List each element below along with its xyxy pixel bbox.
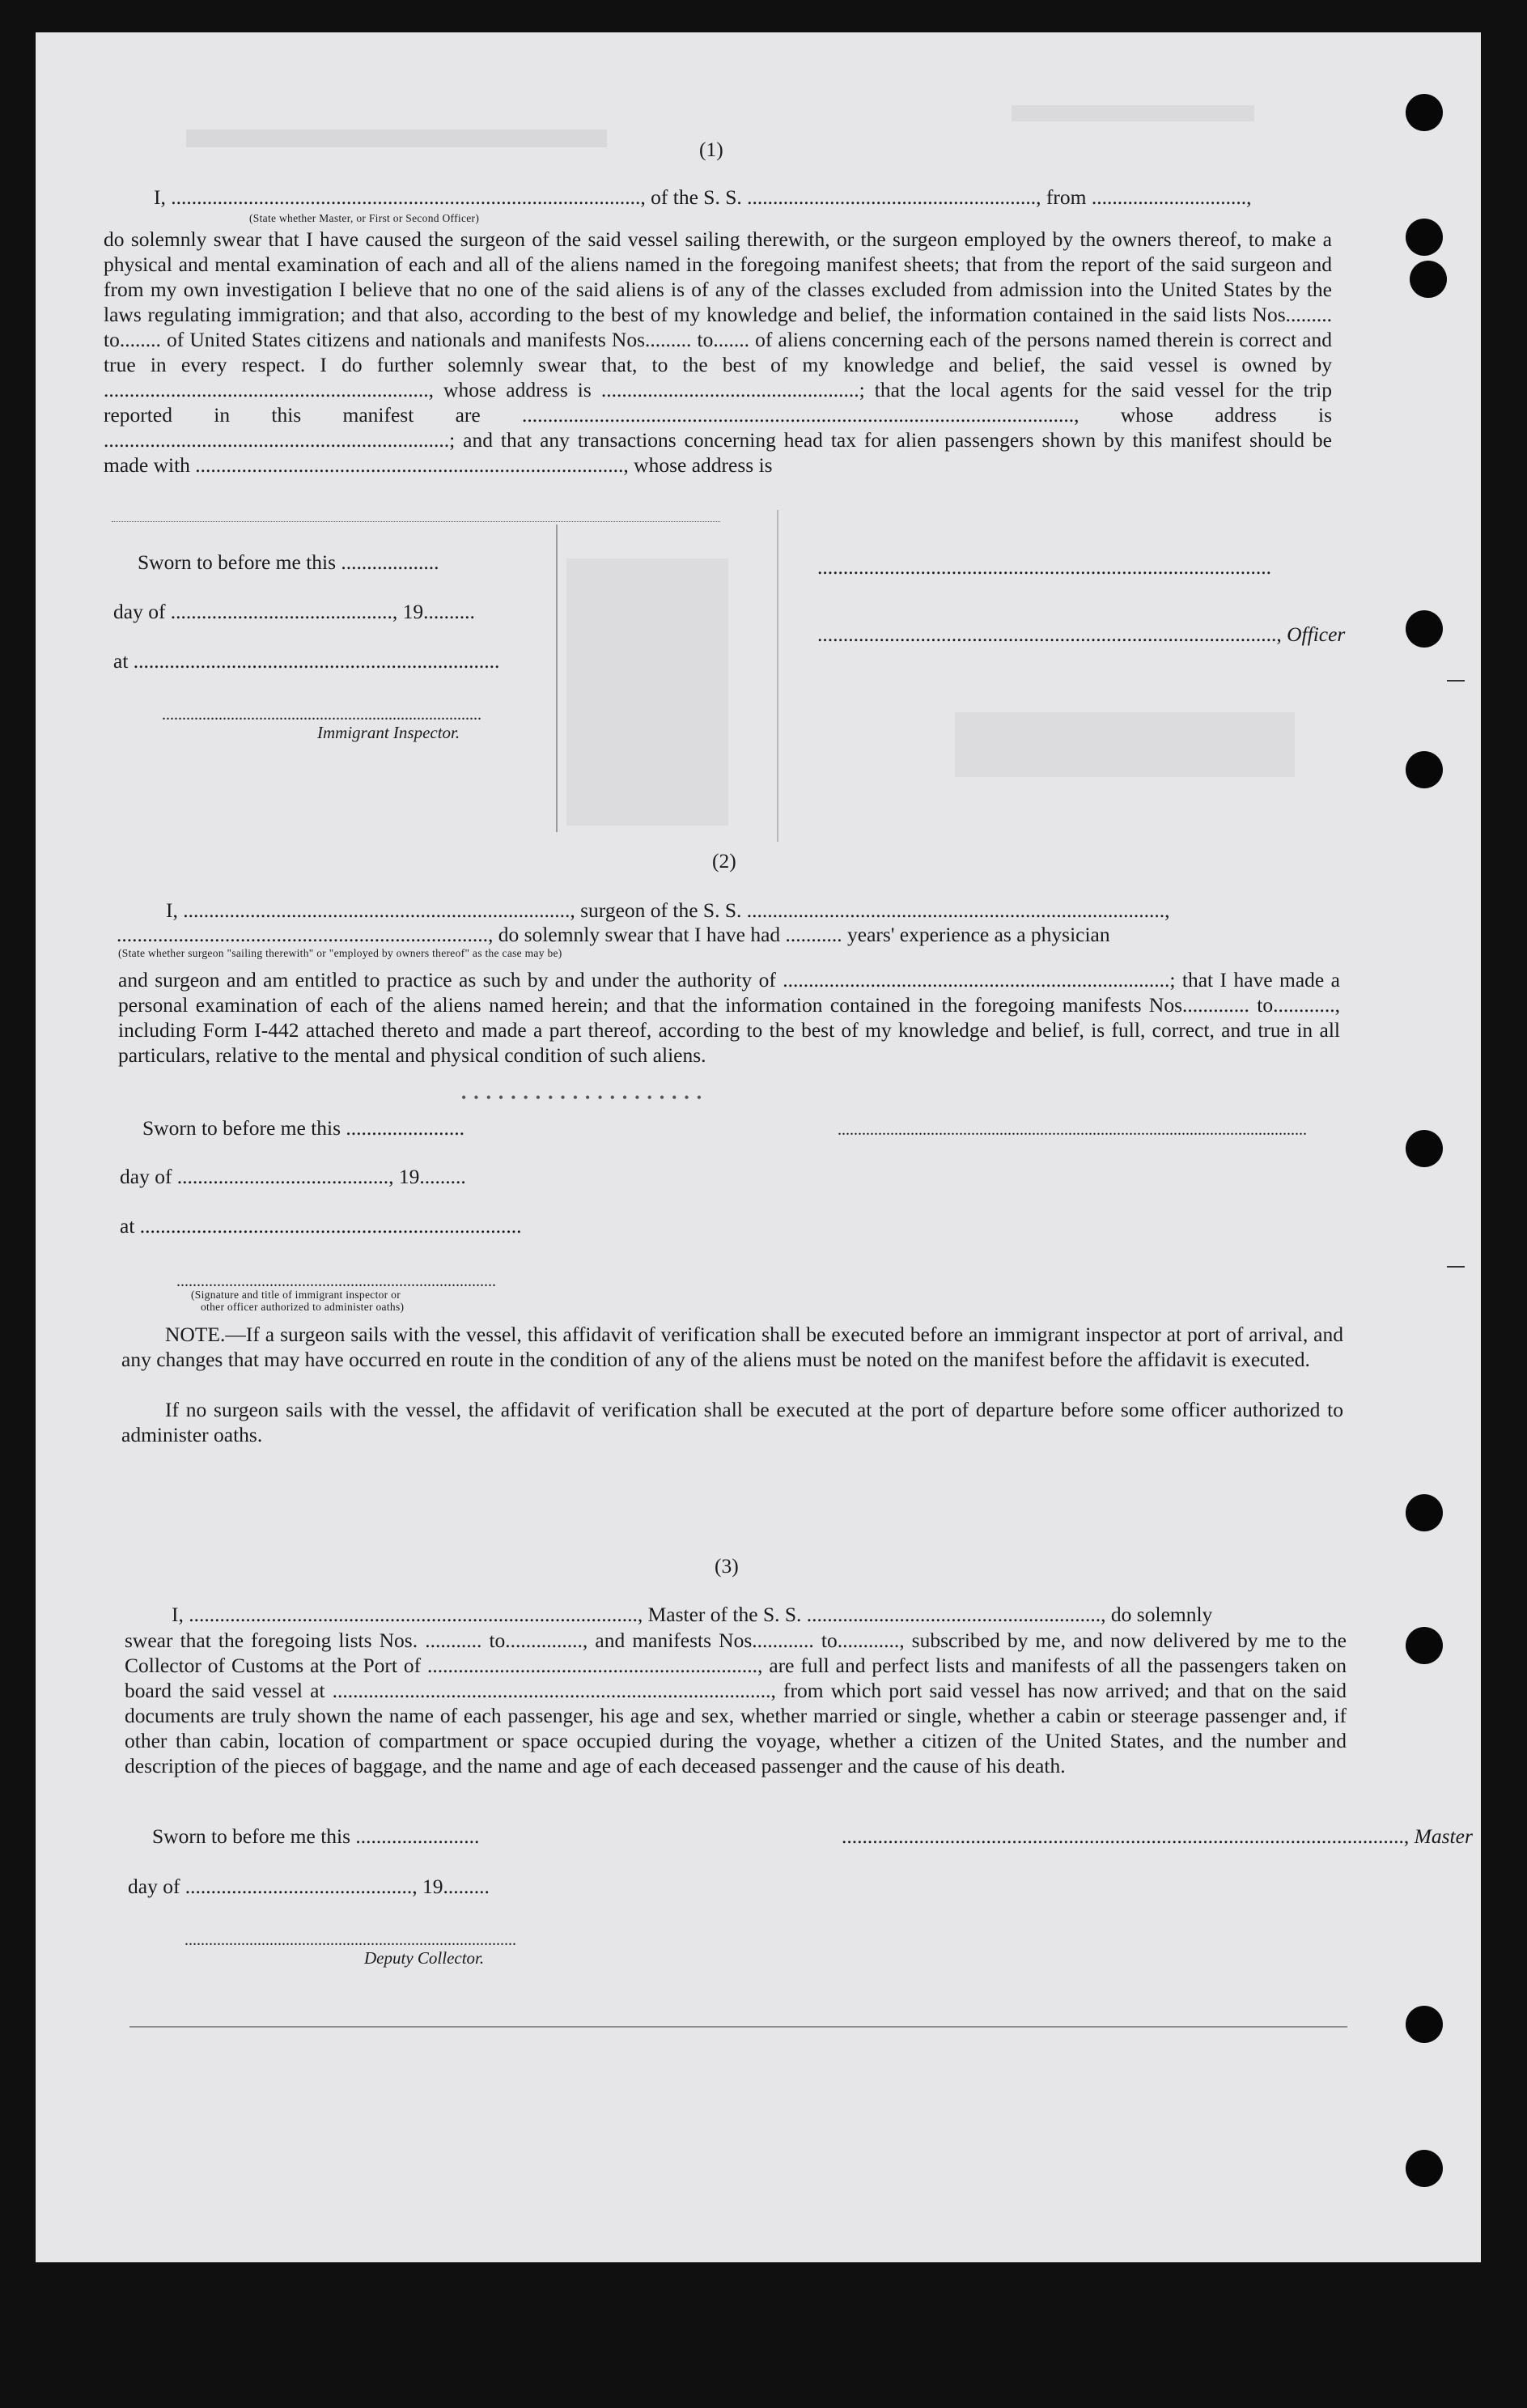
master-body: swear that the foregoing lists Nos. ........... to..............., and manifests Nos............ to............, subscribed by me, and now delivered by me to the Collector of Customs at the Port of ................................................................, are full and perfect lists and manifests of all the passengers taken on board the said vessel at ....................................................................................., from which port said vessel has now arrived; and that on the said documents are truly shown the name of each passenger, his age and sex, whether married or single, whether a cabin or steerage passenger and, if other than cabin, location of compartment or space occupied during the voyage, whether a citizen of the United States, and the number and description of the pieces of baggage, and the name and age of each deceased passenger and the cause of his death. bbox=[125, 1629, 1347, 1777]
binder-hole bbox=[1406, 94, 1443, 131]
binder-hole bbox=[1406, 1627, 1443, 1664]
date-line: day of ........................................., 19......... bbox=[120, 1165, 466, 1188]
place-line: at .......................................................................... bbox=[120, 1214, 522, 1238]
bleed-through-mark bbox=[955, 712, 1295, 777]
signature-line: ............................................................................... bbox=[162, 706, 481, 724]
signer-title: Immigrant Inspector. bbox=[317, 723, 460, 742]
note-paragraph: NOTE.—If a surgeon sails with the vessel, this affidavit of verification shall be executed before an immigrant inspector at port of arrival, and any changes that may have occurred en route in the condition of any of the aliens must be noted on the manifest before the affidavit is executed. bbox=[121, 1323, 1343, 1371]
sworn-line: Sworn to before me this ................... bbox=[138, 550, 439, 574]
binder-hole bbox=[1406, 2150, 1443, 2187]
surgeon-body: and surgeon and am entitled to practice as such by and under the authority of ...........................................................................; that I have made a personal examination of each of the aliens named herein; and that the information contained in the foregoing manifests Nos............. to............, including Form I-442 attached thereto and made a part thereof, according to the best of my knowledge and belief, is full, correct, and true in all particulars, relative to the mental and physical condition of such aliens. bbox=[118, 968, 1340, 1067]
sworn-line: Sworn to before me this ........................ bbox=[152, 1824, 480, 1848]
binder-hole bbox=[1406, 751, 1443, 788]
master-line: ............................................................................................................., Master bbox=[842, 1824, 1473, 1848]
date-line: day of ..........................................., 19.......... bbox=[113, 600, 475, 623]
surgeon-first-line: I, ..........................................................................., surgeon of the S. S. ................................................................................., bbox=[166, 898, 1170, 922]
section-number: (1) bbox=[699, 138, 723, 161]
surgeon-second-line: ........................................................................, do solemnly swear that I have had ........... years' experience as a physician bbox=[117, 923, 1110, 946]
edge-tick bbox=[1447, 680, 1465, 682]
section-number: (3) bbox=[715, 1554, 739, 1578]
signature-line: ............................................................................... bbox=[176, 1272, 496, 1290]
officer-sign-line: ........................................................................................ bbox=[817, 555, 1271, 579]
binder-hole bbox=[1410, 261, 1447, 298]
master-line-title: Master bbox=[1414, 1824, 1473, 1848]
bleed-through-mark bbox=[566, 558, 728, 826]
edge-tick bbox=[1447, 1266, 1465, 1268]
signature-rule bbox=[112, 521, 720, 522]
note-paragraph: If no surgeon sails with the vessel, the affidavit of verification shall be executed at the port of departure before some officer authorized to administer oaths. bbox=[121, 1398, 1343, 1446]
field-caption: (State whether surgeon "sailing therewith" or "employed by owners thereof" as the case may be) bbox=[118, 947, 562, 959]
sworn-line: Sworn to before me this ....................... bbox=[142, 1116, 465, 1140]
oath-body: do solemnly swear that I have caused the surgeon of the said vessel sailing therewith, or the surgeon employed by the owners thereof, to make a physical and mental examination of each and all of the aliens named in the foregoing manifest sheets; that from the report of the said surgeon and from my own investigation I believe that no one of the said aliens is of any of the classes excluded from admission into the United States by the laws regulating immigration; and that also, according to the best of my knowledge and belief, the information contained in the said lists Nos......... to........ of United States citizens and nationals and manifests Nos......... to....... of aliens concerning each of the persons named therein is correct and true in every respect. I do further solemnly swear that, to the best of my knowledge and belief, the said vessel is owned by ..............................................................., whose address is ..................................................; that the local agents for the said vessel for the trip reported in this manifest are ..........................................................................................................., whose address is ...................................................................; and that any transactions concerning head tax for alien passengers shown by this manifest should be made with ..................................................................................., whose address is bbox=[104, 227, 1332, 477]
bleed-through-mark bbox=[1012, 105, 1254, 121]
bottom-rule bbox=[129, 2026, 1347, 2028]
decorative-dots: •••••••••••••••••••• bbox=[461, 1089, 710, 1106]
binder-hole bbox=[1406, 610, 1443, 648]
section-number: (2) bbox=[712, 849, 736, 873]
master-first-line: I, ......................................................................................., Master of the S. S. ........................................................., do solemnly bbox=[172, 1603, 1213, 1626]
bleed-through-mark bbox=[186, 130, 607, 147]
column-divider bbox=[556, 524, 558, 832]
officer-line: ........................................................................................., Officer bbox=[817, 622, 1346, 646]
date-line: day of ............................................, 19......... bbox=[128, 1875, 490, 1898]
signature-line: .................................................................................................................... bbox=[838, 1121, 1307, 1139]
place-line: at ....................................................................... bbox=[113, 649, 500, 673]
binder-hole bbox=[1406, 2006, 1443, 2043]
signature-caption: (Signature and title of immigrant inspector or bbox=[191, 1289, 401, 1301]
oath-first-line: I, ..........................................................................................., of the S. S. ........................................................, from .............................., bbox=[154, 185, 1252, 209]
signature-caption: other officer authorized to administer oaths) bbox=[201, 1301, 405, 1313]
officer-line-title: Officer bbox=[1287, 622, 1346, 646]
field-caption: (State whether Master, or First or Second Officer) bbox=[249, 212, 480, 224]
signer-title: Deputy Collector. bbox=[364, 1948, 485, 1968]
binder-hole bbox=[1406, 1130, 1443, 1167]
binder-hole bbox=[1406, 1494, 1443, 1531]
binder-hole bbox=[1406, 219, 1443, 256]
column-divider bbox=[777, 510, 778, 842]
signature-line: .................................................................................. bbox=[185, 1931, 516, 1949]
